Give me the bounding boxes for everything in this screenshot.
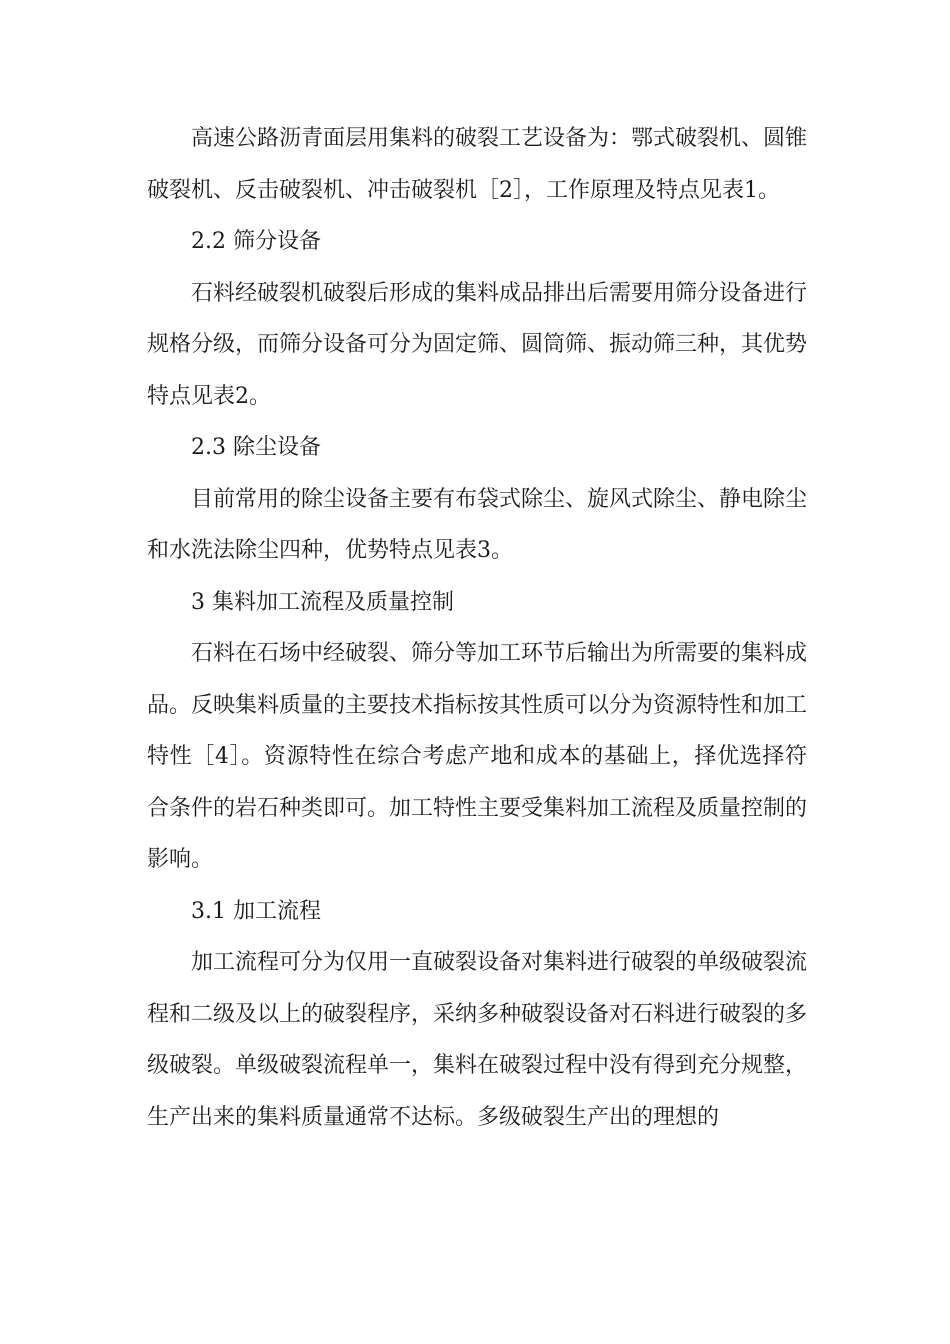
paragraph-crushing-equipment: 高速公路沥青面层用集料的破裂工艺设备为：鄂式破裂机、圆锥破裂机、反击破裂机、冲击破裂机［2］，工作原理及特点见表1。 <box>147 126 808 203</box>
document-body <box>147 113 807 1143</box>
section-heading-2-3: 2.3 除尘设备 <box>191 435 321 460</box>
section-heading-2-2: 2.2 筛分设备 <box>191 229 321 254</box>
section-heading-3: 3 集料加工流程及质量控制 <box>191 589 454 615</box>
paragraph-processing-flow: 加工流程可分为仅用一直破裂设备对集料进行破裂的单级破裂流程和二级及以上的破裂程序，采纳多种破裂设备对石料进行破裂的多级破裂。单级破裂流程单一，集料在破裂过程中没有得到充分规整，生产出来的集料质量通常不达标。多级破裂生产出的理想的 <box>147 950 808 1130</box>
paragraph-screening-equipment: 石料经破裂机破裂后形成的集料成品排出后需要用筛分设备进行规格分级，而筛分设备可分为固定筛、圆筒筛、振动筛三种，其优势特点见表2。 <box>147 280 808 409</box>
section-heading-3-1: 3.1 加工流程 <box>191 898 321 924</box>
paragraph-quality-indicators: 石料在石场中经破裂、筛分等加工环节后输出为所需要的集料成品。反映集料质量的主要技术指标按其性质可以分为资源特性和加工特性［4］。资源特性在综合考虑产地和成本的基础上，择优选择符合条件的岩石种类即可。加工特性主要受集料加工流程及质量控制的影响。 <box>147 641 808 872</box>
paragraph-dust-removal: 目前常用的除尘设备主要有布袋式除尘、旋风式除尘、静电除尘和水洗法除尘四种，优势特点见表3。 <box>147 486 808 563</box>
